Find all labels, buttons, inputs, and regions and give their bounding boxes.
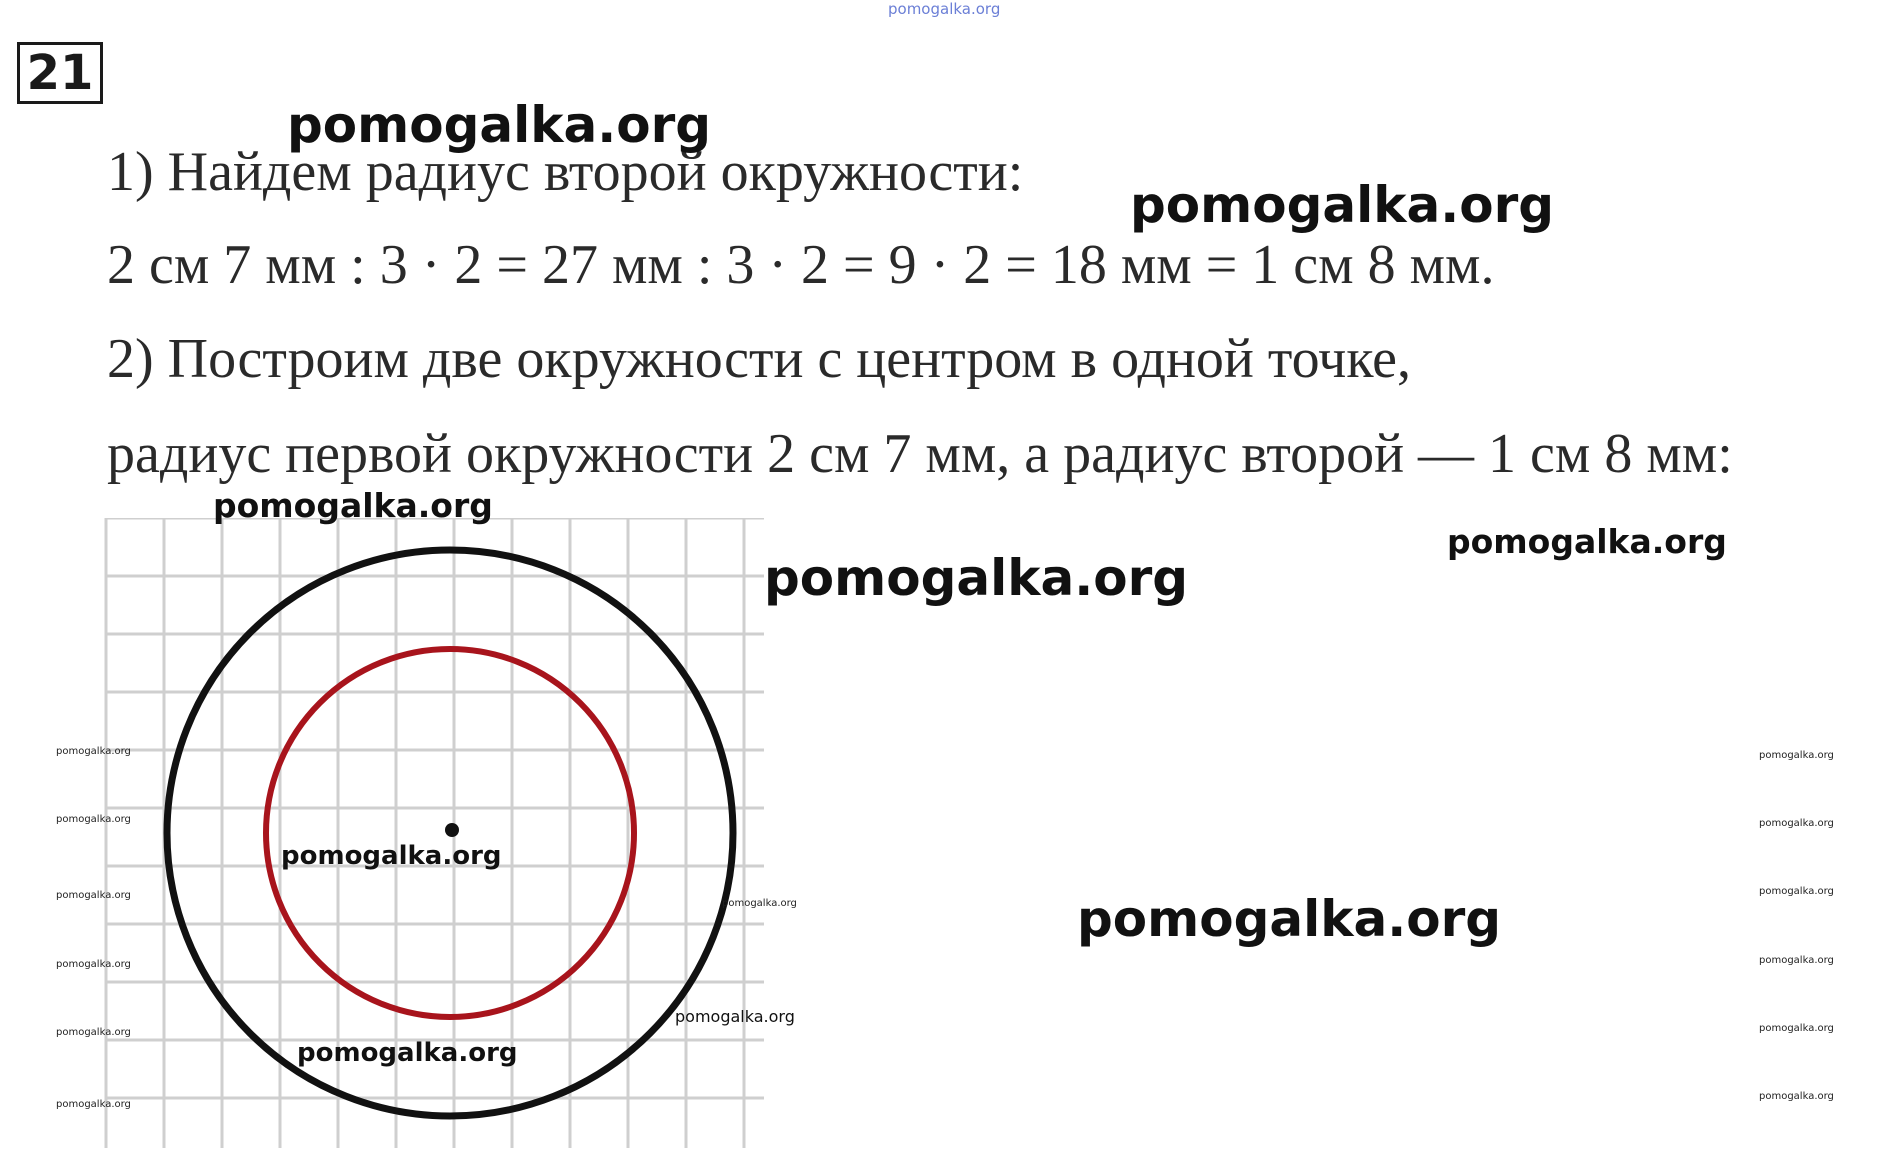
watermark-6: pomogalka.org xyxy=(281,841,502,871)
center-point xyxy=(445,823,459,837)
watermark-right-4: pomogalka.org xyxy=(1759,955,1834,966)
watermark-8: pomogalka.org xyxy=(297,1038,518,1068)
watermark-right-6: pomogalka.org xyxy=(1759,1091,1834,1102)
watermark-3: pomogalka.org xyxy=(213,486,493,525)
watermark-left-5: pomogalka.org xyxy=(56,1027,131,1038)
solution-line-4: радиус первой окружности 2 см 7 мм, а радиус второй — 1 см 8 мм: xyxy=(107,423,1733,485)
watermark-left-6: pomogalka.org xyxy=(56,1099,131,1110)
watermark-10: pomogalka.org xyxy=(722,898,797,909)
solution-line-1: 1) Найдем радиус второй окружности: xyxy=(107,141,1024,203)
watermark-right-5: pomogalka.org xyxy=(1759,1023,1834,1034)
watermark-2: pomogalka.org xyxy=(1130,176,1555,234)
watermark-4: pomogalka.org xyxy=(764,549,1189,607)
solution-line-3: 2) Построим две окружности с центром в одной точке, xyxy=(107,328,1411,390)
watermark-5: pomogalka.org xyxy=(1447,522,1727,561)
watermark-right-3: pomogalka.org xyxy=(1759,886,1834,897)
watermark-left-3: pomogalka.org xyxy=(56,890,131,901)
watermark-left-2: pomogalka.org xyxy=(56,814,131,825)
watermark-7: pomogalka.org xyxy=(1077,890,1502,948)
solution-line-2: 2 см 7 мм : 3 · 2 = 27 мм : 3 · 2 = 9 · 2 = 18 мм = 1 см 8 мм. xyxy=(107,234,1495,296)
watermark-right-1: pomogalka.org xyxy=(1759,750,1834,761)
problem-number-box: 21 xyxy=(17,42,103,104)
watermark-1: pomogalka.org xyxy=(287,96,712,154)
watermark-9: pomogalka.org xyxy=(675,1007,795,1026)
watermark-left-4: pomogalka.org xyxy=(56,959,131,970)
top-watermark: pomogalka.org xyxy=(888,0,1001,18)
watermark-left-1: pomogalka.org xyxy=(56,746,131,757)
watermark-right-2: pomogalka.org xyxy=(1759,818,1834,829)
